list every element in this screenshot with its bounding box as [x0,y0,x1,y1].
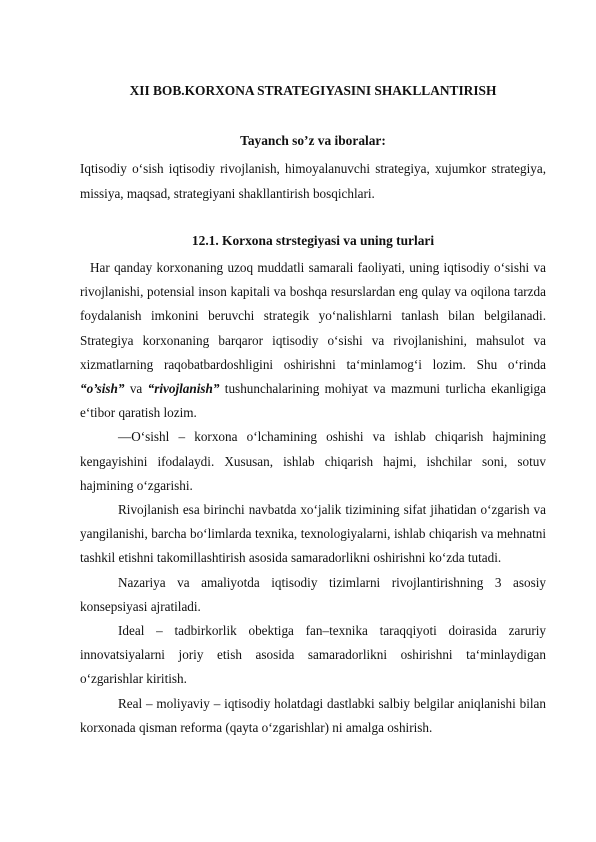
section-body [80,256,546,740]
paragraph-3: Rivojlanish esa birinchi navbatda xo‘jalik tizimining sifat jihatidan o‘zgarish va yangilanishi, barcha bo‘limlarda texnika, texnologiyalarni, ishlab chiqarish va mehnatni tashkil etishni takomillashtirish asosida samaradorlikni oshirishni ko‘zda tutadi. [80,502,546,566]
paragraph-1 [80,256,546,425]
paragraph-2: ―O‘sishl – korxona o‘lchamining oshishi va ishlab chiqarish hajmining kengayishini ifodalaydi. Xususan, ishlab chiqarish hajmi, ishchilar soni, sotuv hajmining o‘zgarishi. [80,429,546,493]
keywords-title: Tayanch so’z va iboralar: [240,133,386,148]
term-osish: “o’sish” [80,381,125,397]
paragraph-6: Real – moliyaviy – iqtisodiy holatdagi dastlabki salbiy belgilar aniqlanishi bilan korxonada qisman reforma (qayta o‘zgarishlar) ni amalga oshirish. [80,695,546,735]
keywords-text: Iqtisodiy o‘sish iqtisodiy rivojlanish, himoyalanuvchi strategiya, xujumkor strategiya, missiya, maqsad, strategiyani shakllantirish bosqichlari. [80,161,546,201]
paragraph-1-text-b: tushunchalarining mohiyat va mazmuni turlicha ekanligiga e‘tibor qaratish lozim. [80,381,546,421]
section-title: 12.1. Korxona strstegiyasi va uning turlari [191,233,435,248]
paragraph-1-text-a: Har qanday korxonaning uzoq muddatli samarali faoliyati, uning iqtisodiy o‘sishi va rivojlanishi, potensial inson kapitali va boshqa resurslardan eng qulay va oqilona tarzda foydalanish imkonini beruvchi strategik yo‘nalishlarni tanlash bilan belgilanadi. Strategiya korxonaning barqaror iqtisodiy o‘sishi va rivojlanishini, mahsulot va xizmatlarning raqobatbardoshligini oshirishni ta‘minlamog‘i lozim. Shu o‘rinda [80,260,546,372]
paragraph-5: Ideal – tadbirkorlik obektiga fan–texnika taraqqiyoti doirasida zaruriy innovatsiyalarni joriy etish asosida samaradorlikni oshirishni ta‘minlaydigan o‘zgarishlar kiritish. [80,623,546,687]
term-rivojlanish: “rivojlanish” [147,381,220,397]
paragraph-1-text-mid: va [124,381,148,397]
chapter-title: XII BOB.KORXONA STRATEGIYASINI SHAKLLANTIRISH [129,83,497,98]
paragraph-4: Nazariya va amaliyotda iqtisodiy tizimlarni rivojlantirishning 3 asosiy konsepsiyasi ajratiladi. [80,574,546,614]
